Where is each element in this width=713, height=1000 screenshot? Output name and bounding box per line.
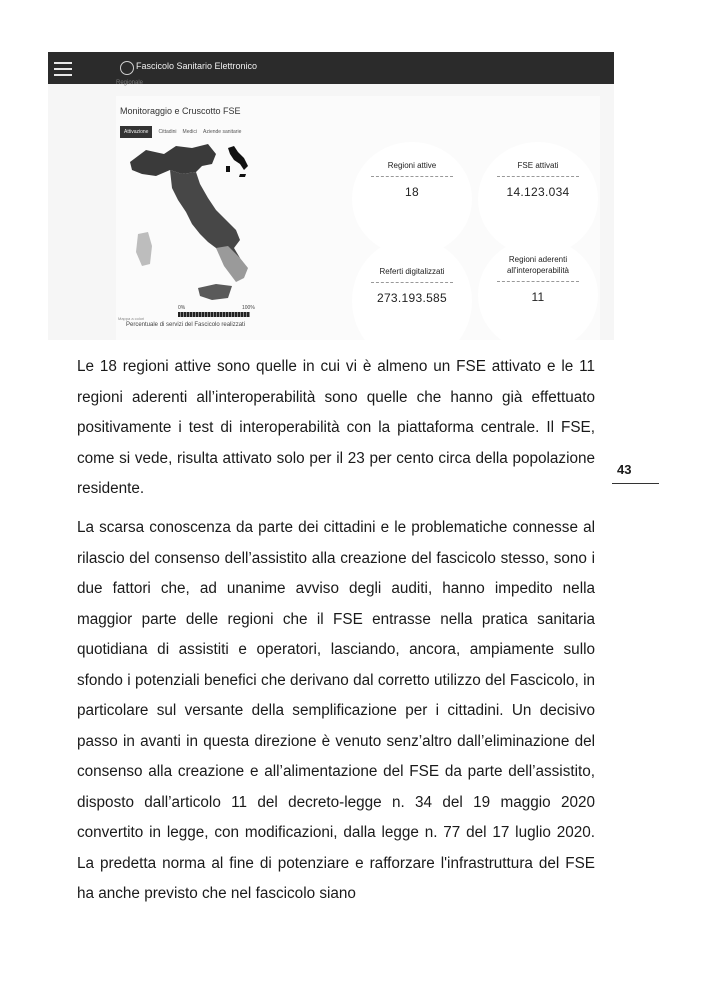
dashboard-header-subtitle: Regionale (116, 80, 144, 86)
stat-label: Regioni attive (387, 161, 437, 170)
stat-value: 11 (531, 290, 545, 304)
map-sardinia (136, 232, 152, 266)
stat-divider (371, 282, 453, 283)
stat-divider (371, 176, 453, 177)
menu-icon[interactable] (54, 58, 72, 78)
stat-label: Regioni aderenti all'interoperabilità (506, 255, 569, 275)
tab-cittadini[interactable]: Cittadini (158, 129, 177, 135)
page-number-rule (612, 483, 659, 484)
page-number: 43 (617, 462, 632, 477)
legend-caption: Percentuale di servizi del Fascicolo realizzati (126, 322, 246, 328)
stat-divider (497, 176, 579, 177)
stat-value: 14.123.034 (506, 185, 570, 199)
tab-medici[interactable]: Medici (182, 129, 197, 135)
tab-aziende-sanitarie[interactable]: Aziende sanitarie (203, 129, 242, 135)
legend-small-note: Mappa a colori (118, 316, 145, 321)
legend-color-scale (178, 312, 250, 317)
stat-label: FSE attivati (517, 161, 559, 170)
stat-regioni-interoperabilita (478, 238, 598, 340)
dashboard-screenshot (48, 52, 614, 340)
stat-divider (497, 281, 579, 282)
map-inset-italy (228, 146, 248, 170)
dashboard-header-title: Fascicolo Sanitario Elettronico (136, 61, 258, 71)
panel-title: Monitoraggio e Cruscotto FSE (120, 106, 241, 116)
map-sicily (198, 284, 232, 300)
tab-attivazione[interactable]: Attivazione (120, 126, 152, 138)
legend-max-label: 100% (242, 305, 255, 311)
legend-min-label: 0% (178, 305, 186, 311)
paragraph-intro: Le 18 regioni attive sono quelle in cui vi è almeno un FSE attivato e le 11 regioni aderenti all’interoperabilità sono quelle che hanno già effettuato positivamente i test di interoperabilità con la piattaforma centrale. Il FSE, come si vede, risulta attivato solo per il 23 per cento circa della popolazione residente. (77, 358, 595, 497)
panel-tabs (120, 126, 241, 138)
stat-label: Referti digitalizzati (379, 267, 445, 276)
italy-map (116, 140, 266, 330)
paragraph-consent: La scarsa conoscenza da parte dei cittadini e le problematiche connesse al rilascio del consenso dell’assistito alla creazione del fascicolo stesso, sono i due fattori che, ad unanime avviso degli auditi, hanno impedito nella maggior parte delle regioni che il FSE entrasse nella pratica sanitaria quotidiana di assistiti e operatori, lasciando, ancora, ampiamente sullo sfondo i potenziali benefici che derivano dal corretto utilizzo del Fascicolo, in particolare sul versante della semplificazione per i cittadini. Un decisivo passo in avanti in questa direzione è venuto senz’altro dall’eliminazione del consenso alla creazione e all’alimentazione del FSE da parte dell’assistito, disposto dall’articolo 11 del decreto-legge n. 34 del 19 maggio 2020 convertito in legge, con modificazioni, dalla legge n. 77 del 17 luglio 2020. La predetta norma al fine di potenziare e rafforzare l'infrastruttura del FSE ha anche previsto che nel fascicolo siano (77, 519, 595, 902)
monitoring-panel (116, 96, 600, 340)
stat-referti-digitalizzati (352, 238, 472, 340)
map-south-region (216, 246, 248, 282)
stat-value: 18 (405, 185, 419, 199)
emblem-icon (120, 61, 134, 75)
stat-value: 273.193.585 (376, 291, 448, 305)
